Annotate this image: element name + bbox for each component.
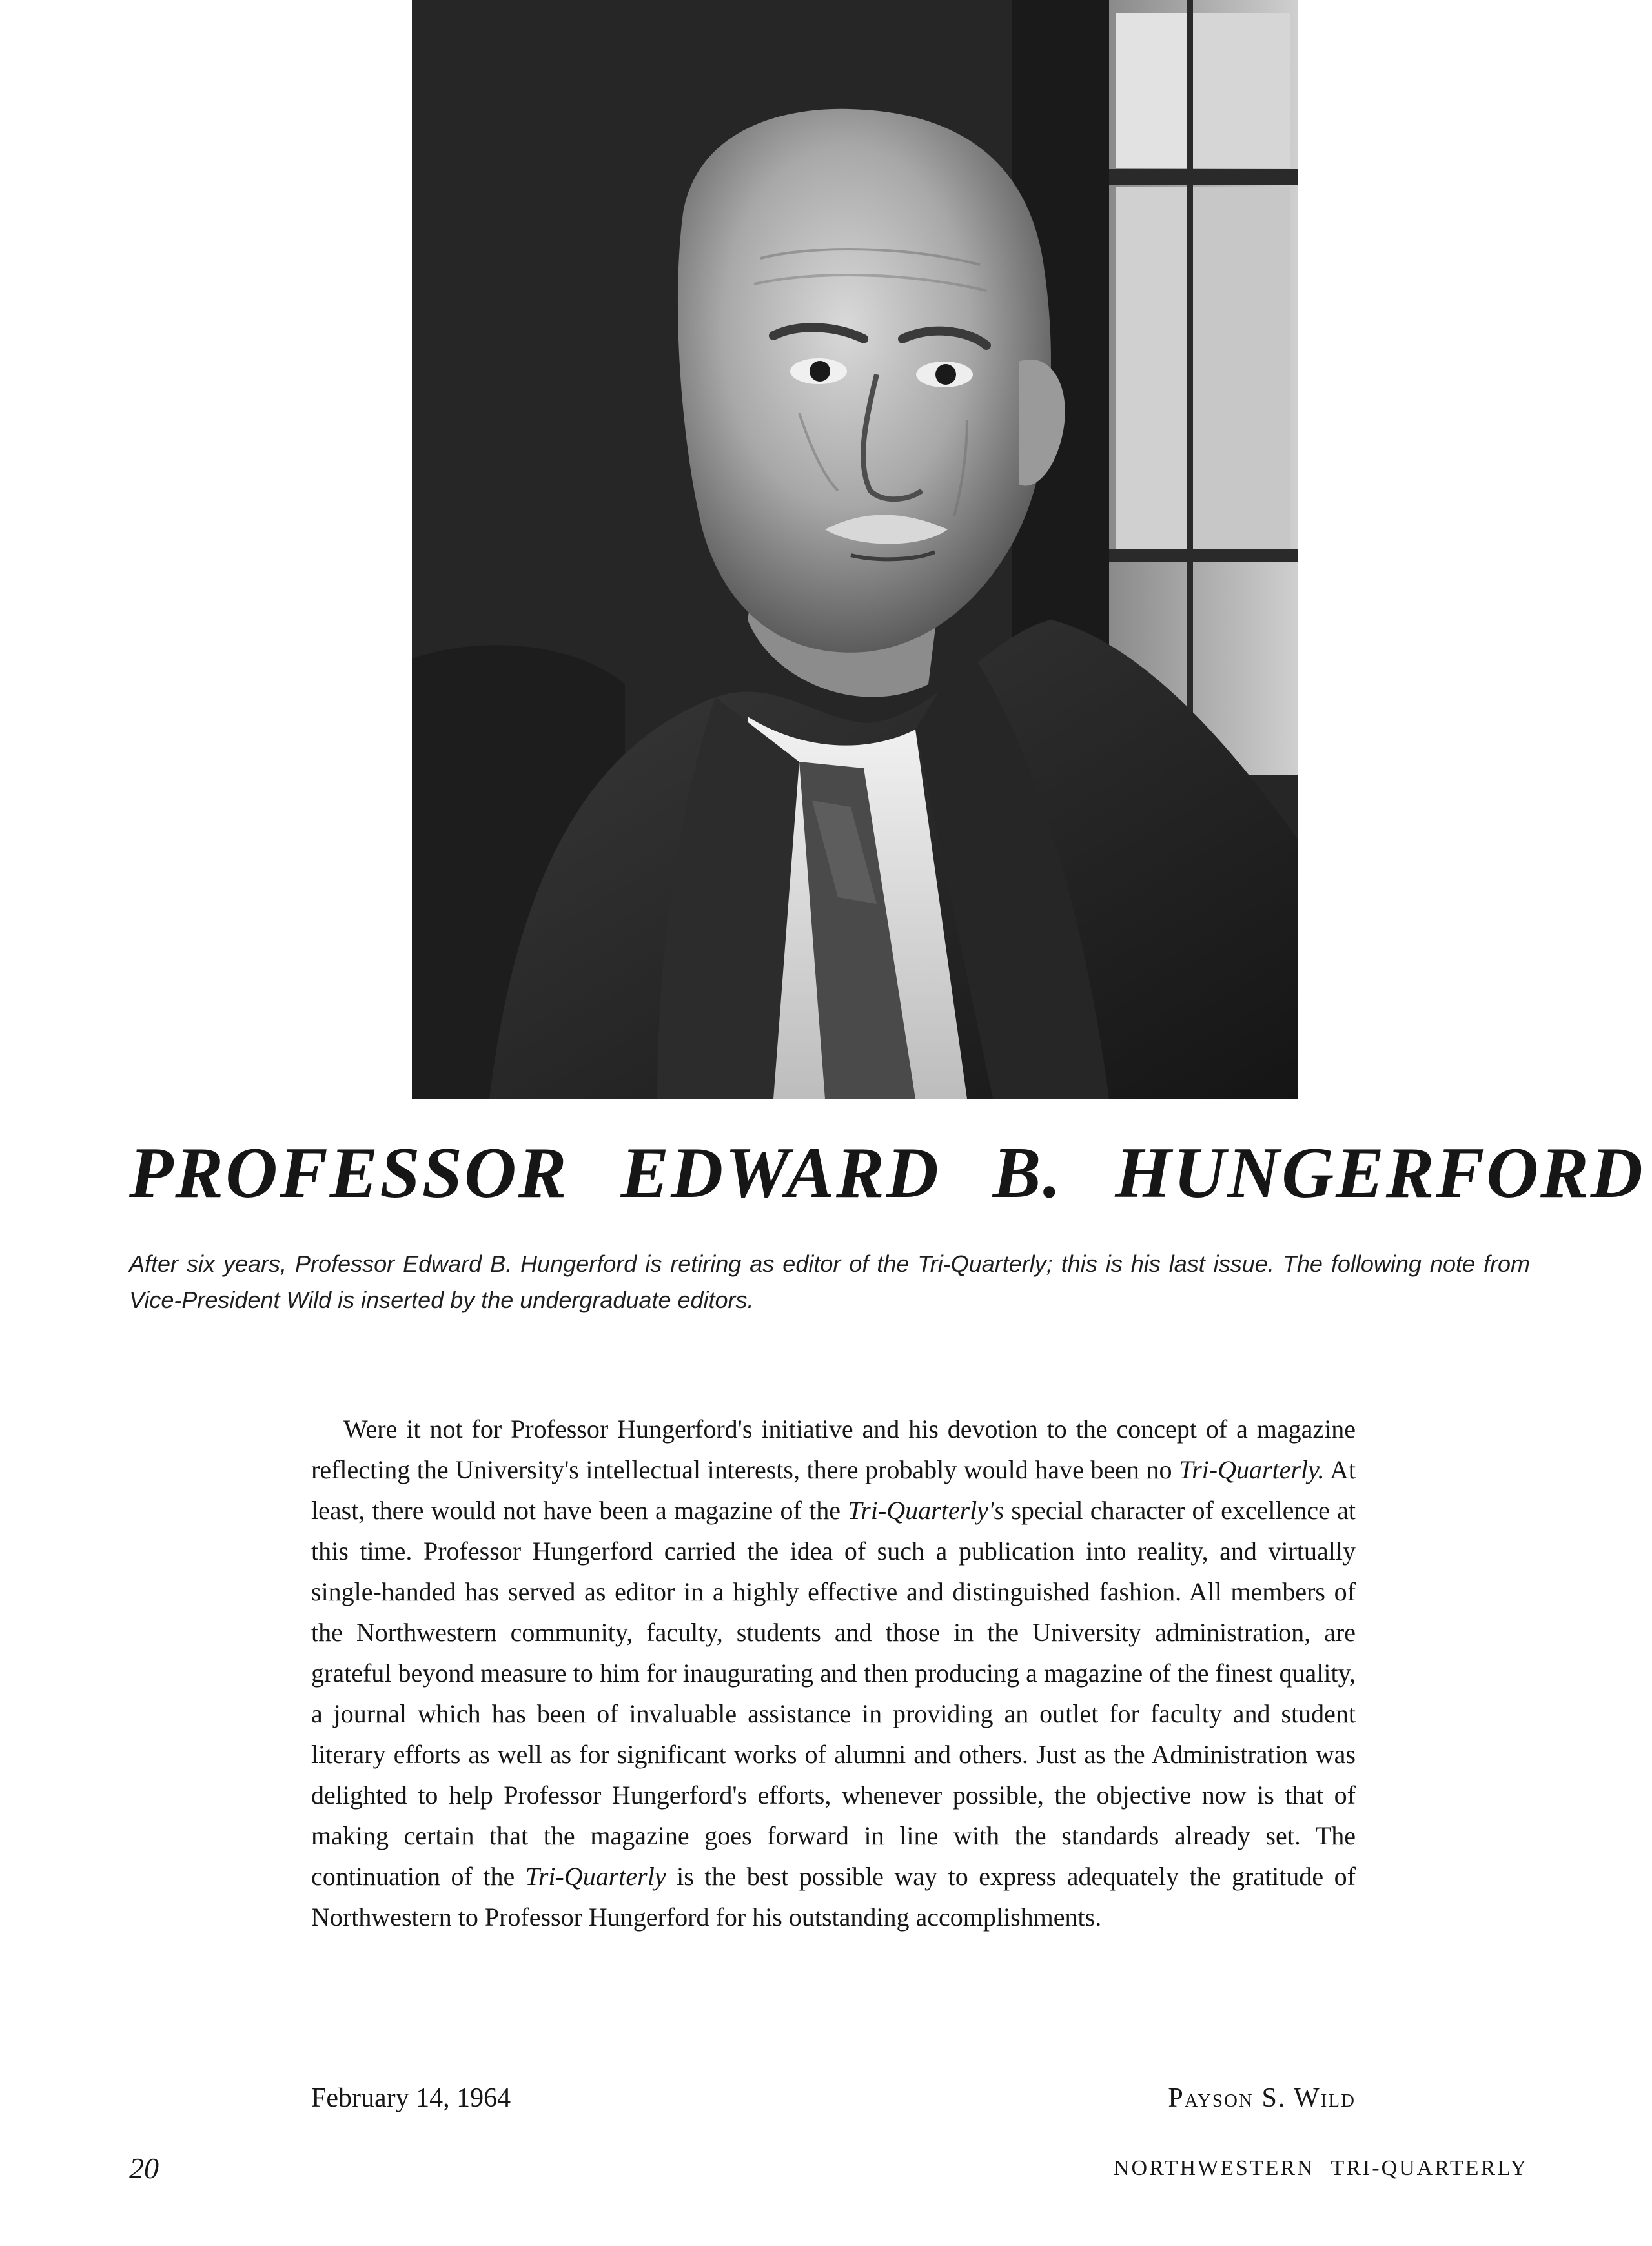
letter-body xyxy=(311,1409,1356,1937)
letter-text: special character of excellence at this time. Professor Hungerford carried the idea of such a publication into reality, and virtually single-handed has served as editor in a highly effective and distinguished fashion. All members of the Northwestern community, faculty, students and those in the University administration, are grateful beyond measure to him for inaugurating and then producing a magazine of the finest quality, a journal which has been of invaluable assistance in providing an outlet for faculty and student literary efforts as well as for significant works of alumni and others. Just as the Administration was delighted to help Professor Hungerford's efforts, whenever possible, the objective now is that of making certain that the magazine goes forward in line with the standards already set. The continuation of the xyxy=(311,1496,1356,1891)
page-number: 20 xyxy=(129,2152,159,2185)
editor-note: After six years, Professor Edward B. Hungerford is retiring as editor of the Tri-Quarterly; this is his last issue. The following note from Vice-President Wild is inserted by the undergraduate editors. xyxy=(129,1251,1530,1313)
portrait-illustration xyxy=(412,0,1298,1099)
letter-signature: Payson S. Wild xyxy=(1168,2083,1356,2113)
portrait-photo xyxy=(412,0,1298,1099)
letter-text: is the best possible way to express adequately the gratitude of Northwestern to Professor Hungerford for his outstanding accomplishments. xyxy=(311,1862,1356,1932)
article-title: PROFESSOR EDWARD B. HUNGERFORD xyxy=(129,1133,1645,1213)
magazine-title-italic: Tri-Quarterly's xyxy=(848,1496,1004,1525)
magazine-title-italic: Tri-Quarterly. xyxy=(1179,1455,1325,1484)
letter-text: Were it not for Professor Hungerford's initiative and his devotion to the concept of a magazine reflecting the University's intellectual interests, there probably would have been no xyxy=(311,1414,1356,1484)
letter-text: At least, there would not have been a magazine of the xyxy=(311,1455,1356,1525)
letter-date: February 14, 1964 xyxy=(311,2083,511,2113)
magazine-title-italic: Tri-Quarterly xyxy=(525,1862,666,1891)
running-title: NORTHWESTERN TRI-QUARTERLY xyxy=(1113,2156,1528,2180)
